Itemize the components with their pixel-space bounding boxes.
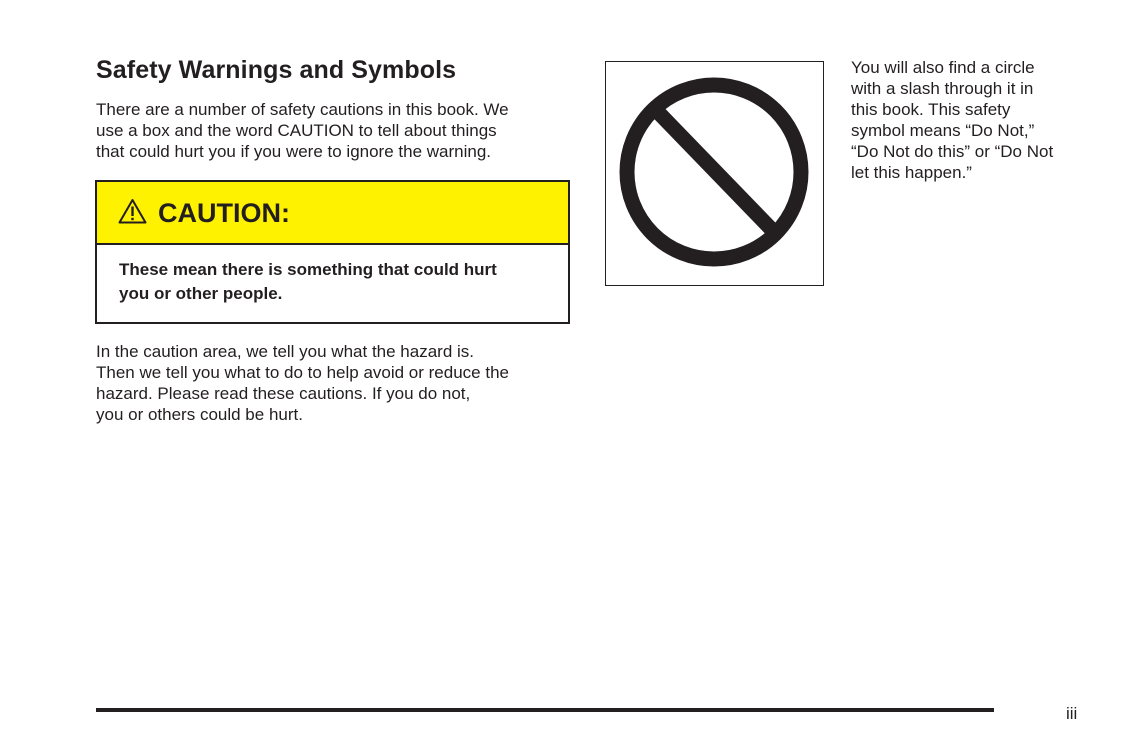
caution-box (95, 180, 570, 324)
circle-symbol-paragraph (851, 57, 1091, 183)
circle-symbol-line: “Do Not do this” or “Do Not (851, 142, 1054, 161)
page-number: iii (1066, 704, 1078, 723)
hazard-line: you or others could be hurt. (96, 405, 303, 424)
caution-label: CAUTION: (158, 197, 290, 228)
hazard-line: hazard. Please read these cautions. If you do not, (96, 384, 471, 403)
circle-symbol-line: this book. This safety (851, 100, 1011, 119)
circle-symbol-line: with a slash through it in (851, 79, 1034, 98)
intro-line: use a box and the word CAUTION to tell about things (96, 121, 497, 140)
intro-paragraph (96, 99, 576, 162)
circle-symbol-line: let this happen.” (851, 163, 972, 182)
hazard-line: Then we tell you what to do to help avoid or reduce the (96, 363, 509, 382)
hazard-line: In the caution area, we tell you what the hazard is. (96, 342, 475, 361)
caution-header (97, 182, 568, 245)
caution-body-line: you or other people. (119, 284, 283, 303)
warning-triangle-icon (118, 198, 147, 224)
symbol-frame (605, 61, 824, 286)
do-not-circle-slash-icon (606, 62, 822, 284)
hazard-paragraph (96, 341, 576, 425)
intro-line: There are a number of safety cautions in this book. We (96, 100, 509, 119)
caution-body (97, 245, 568, 306)
footer-rule (96, 708, 994, 712)
caution-body-line: These mean there is something that could hurt (119, 260, 497, 279)
intro-line: that could hurt you if you were to ignore the warning. (96, 142, 492, 161)
circle-symbol-line: symbol means “Do Not,” (851, 121, 1035, 140)
circle-symbol-line: You will also find a circle (851, 58, 1035, 77)
page-title: Safety Warnings and Symbols (96, 56, 457, 84)
